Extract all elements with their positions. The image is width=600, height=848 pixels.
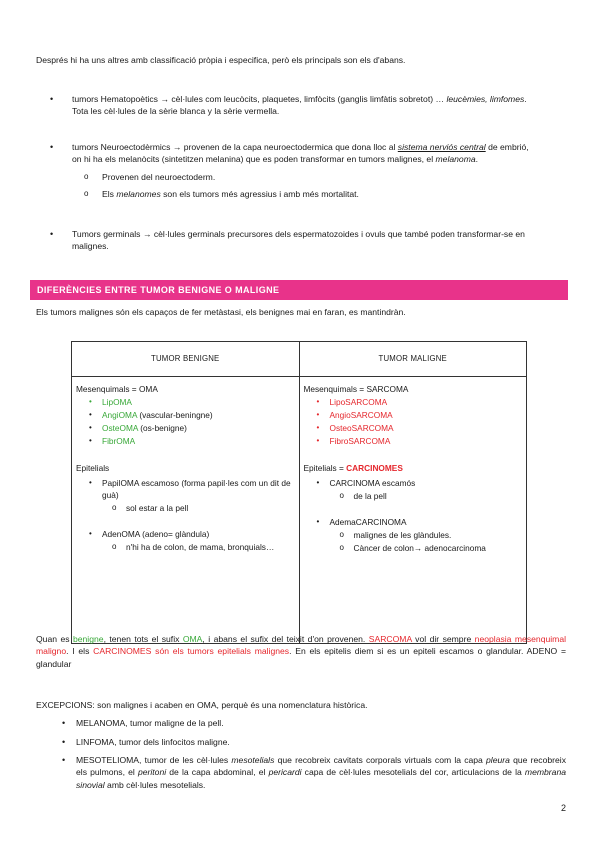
section-heading-banner: DIFERÈNCIES ENTRE TUMOR BENIGNE O MALIGNE [30,280,568,300]
papiloma-sub: sol estar a la pell [126,503,189,514]
benign-item: • FibrOMA [89,436,136,447]
malign-sub-item: o de la pell [339,491,387,502]
neuro-line2-end: . [475,154,479,165]
osteosarcoma: OsteoSARCOMA [329,423,394,434]
malign-epi-title-text: Epitelials = [303,463,347,474]
neuro-text: tumors Neuroectodèrmics → provenen de la capa neuroectodermica que dona lloc al [72,142,398,152]
circle-bullet-icon: o [84,189,89,199]
adeno-sub-2: Càncer de colon→ adenocarcinoma [353,543,486,554]
benign-epi-title: Epitelials [76,463,110,474]
germ-line2: malignes. [72,241,109,252]
adenocarcinoma: AdemaCARCINOMA [329,517,407,528]
carcinoma-escamos: CARCINOMA escamós [329,478,416,489]
angioma-note: (vascular-beningne) [137,410,213,421]
benign-mes-title: Mesenquimals = OMA [76,384,158,394]
bullet-germinal [50,228,564,253]
malign-sub-item: o malignes de les glàndules. [339,530,452,541]
osteoma-note: (os-benigne) [137,423,187,434]
bullet-dot: • [50,94,54,104]
adenoma-sub: n'hi ha de colon, de mama, bronquials… [126,542,275,553]
malign-item: • AdemaCARCINOMA [316,517,407,528]
bullet-dot: • [50,229,54,239]
malign-item: • CARCINOMA escamós [316,478,416,489]
exception-item-melanoma: • MELANOMA, tumor maligne de la pell. [62,718,224,728]
summary-paragraph: Quan es benigne, tenen tots el sufix OMA, i abans el sufix del teixit d'on provenen. SARCOMA vol dir sempre neoplasia mesenquimal maligno. I els CARCINOMES són els tumors epitelials malignes. En els epitelis diem si es un epiteli escamos o glandular. ADENO = glandular [36,634,567,669]
neuro-sub1-text: Provenen del neuroectoderm. [102,171,216,182]
exception-item-mesotelioma: • MESOTELIOMA, tumor de les cèl·lules mesotelials que recobreix cavitats corporals virtuals com la capa pleura que recobreix els pulmons, el peritoni de la capa abdominal, el pericardi capa de cèl·lules mesotelials del cor, articulacions de la membrana sinovial amb cèl·lules mesotelials. [62,755,566,790]
neuro-underline: sistema nerviós central [397,142,486,152]
neuro-sub2-text: Els [102,189,117,200]
malign-item: • AngioSARCOMA [316,410,393,421]
malign-cell [299,377,527,644]
hemato-italic: leucèmies, limfomes [446,94,525,104]
carcinomes-label: CARCINOMES [346,463,403,474]
papiloma: PapilOMA escamoso (forma papil·les com un dit de guà) [102,478,291,501]
hemato-line2: Tota les cèl·lules de la sèrie blanca y la sèrie vermella. [72,106,280,117]
adeno-sub-1: malignes de les glàndules. [353,530,452,541]
adenoma: AdenOMA (adeno= glàndula) [102,529,210,540]
exception-item-linfoma: • LINFOMA, tumor dels linfocitos maligne. [62,737,230,747]
exceptions-title: EXCEPCIONS: son malignes i acaben en OMA, perquè és una nomenclatura històrica. [36,700,368,710]
malign-sub-item: o Càncer de colon→ adenocarcinoma [339,543,486,554]
benign-sub-item: o n'hi ha de colon, de mama, bronquials… [112,542,275,553]
fibroma: FibrOMA [102,436,136,447]
header-benign: TUMOR BENIGNE [72,342,300,377]
malign-mes-title: Mesenquimals = SARCOMA [303,384,409,394]
neuro-sub-item-2 [72,188,564,200]
neuro-sub2-end: son els tumors més agressius i amb més mortalitat. [160,189,359,200]
bullet-hematopoetic [50,93,564,118]
benign-item: • AngiOMA (vascular-beningne) [89,410,213,421]
benign-item: • PapilOMA escamoso (forma papil·les com un dit de guà) [89,478,291,501]
malign-item: • FibroSARCOMA [316,436,391,447]
fibrosarcoma: FibroSARCOMA [329,436,391,447]
benign-cell [72,377,300,644]
hemato-text: tumors Hematopoètics → cèl·lules com leucòcits, plaquetes, limfòcits (ganglis limfàtis sobretot) … [72,94,447,104]
liposarcoma: LipoSARCOMA [329,397,388,408]
carcinoma-sub: de la pell [353,491,387,502]
lipoma: LipOMA [102,397,132,408]
angiosarcoma: AngioSARCOMA [329,410,393,421]
hemato-end: . [524,94,527,104]
benign-item: • OsteOMA (os-benigne) [89,423,187,434]
neuro-sub2-italic: melanomes [116,189,161,200]
malign-item: • LipoSARCOMA [316,397,388,408]
osteoma: OsteOMA [102,423,138,434]
intro-text: Després hi ha uns altres amb classificació pròpia i especifica, però els principals son els d'abans. [36,55,406,65]
neuro-line2: on hi ha els melanòcits (sintetitzen melanina) que es poden transformar en tumors malignes, el [72,154,436,165]
benign-sub-item: o sol estar a la pell [112,503,189,514]
neuro-text-b: de embrió, [485,142,529,152]
neuro-line2-italic: melanoma [435,154,476,165]
lead-text: Els tumors malignes són els capaços de fer metàstasi, els benignes mai en faran, es mantindràn. [36,307,406,317]
neuro-sub-item-1 [72,171,564,183]
bullet-neuroectodermic [50,141,564,201]
bullet-dot: • [50,142,54,152]
malign-item: • OsteoSARCOMA [316,423,394,434]
circle-bullet-icon: o [84,171,89,181]
comparison-table [71,341,527,644]
header-malign: TUMOR MALIGNE [299,342,527,377]
benign-item: • LipOMA [89,397,132,408]
germ-line1: Tumors germinals → cèl·lules germinals precursores dels espermatozoides i ovuls que també poden transformar-se en [72,229,525,239]
angioma: AngiOMA [102,410,138,421]
page-number: 2 [560,803,566,813]
malign-epi-title [304,462,523,474]
benign-item: • AdenOMA (adeno= glàndula) [89,529,210,540]
